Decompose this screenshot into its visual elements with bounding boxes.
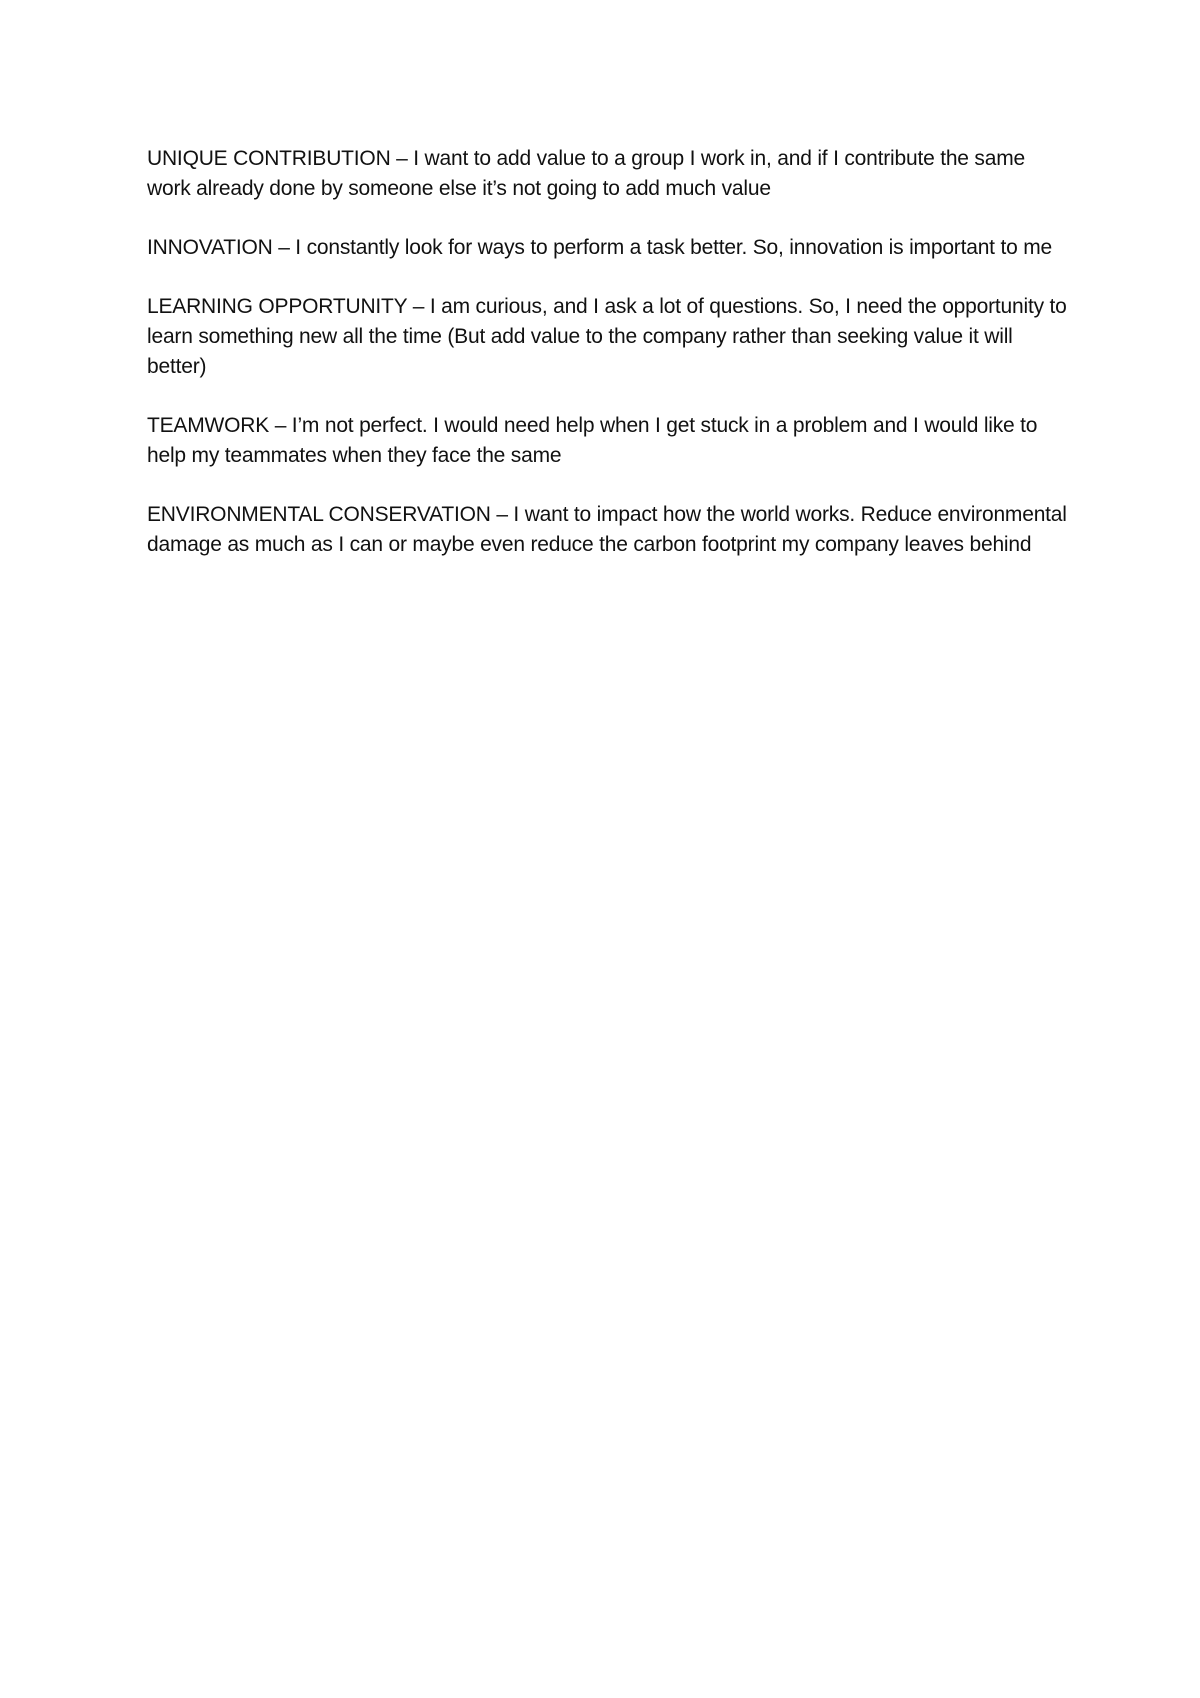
paragraph-innovation: INNOVATION – I constantly look for ways to perform a task better. So, innovation is important to me — [147, 236, 1052, 259]
document-body — [147, 144, 1067, 589]
paragraph-unique-contribution: UNIQUE CONTRIBUTION – I want to add value to a group I work in, and if I contribute the same work already done by someone else it’s not going to add much value — [147, 147, 1025, 200]
paragraph-learning-opportunity: LEARNING OPPORTUNITY – I am curious, and I ask a lot of questions. So, I need the opportunity to learn something new all the time (But add value to the company rather than seeking value it will better) — [147, 295, 1067, 378]
paragraph-environmental-conservation: ENVIRONMENTAL CONSERVATION – I want to impact how the world works. Reduce environmental damage as much as I can or maybe even reduce the carbon footprint my company leaves behind — [147, 503, 1067, 556]
paragraph-teamwork: TEAMWORK – I’m not perfect. I would need help when I get stuck in a problem and I would like to help my teammates when they face the same — [147, 414, 1038, 467]
